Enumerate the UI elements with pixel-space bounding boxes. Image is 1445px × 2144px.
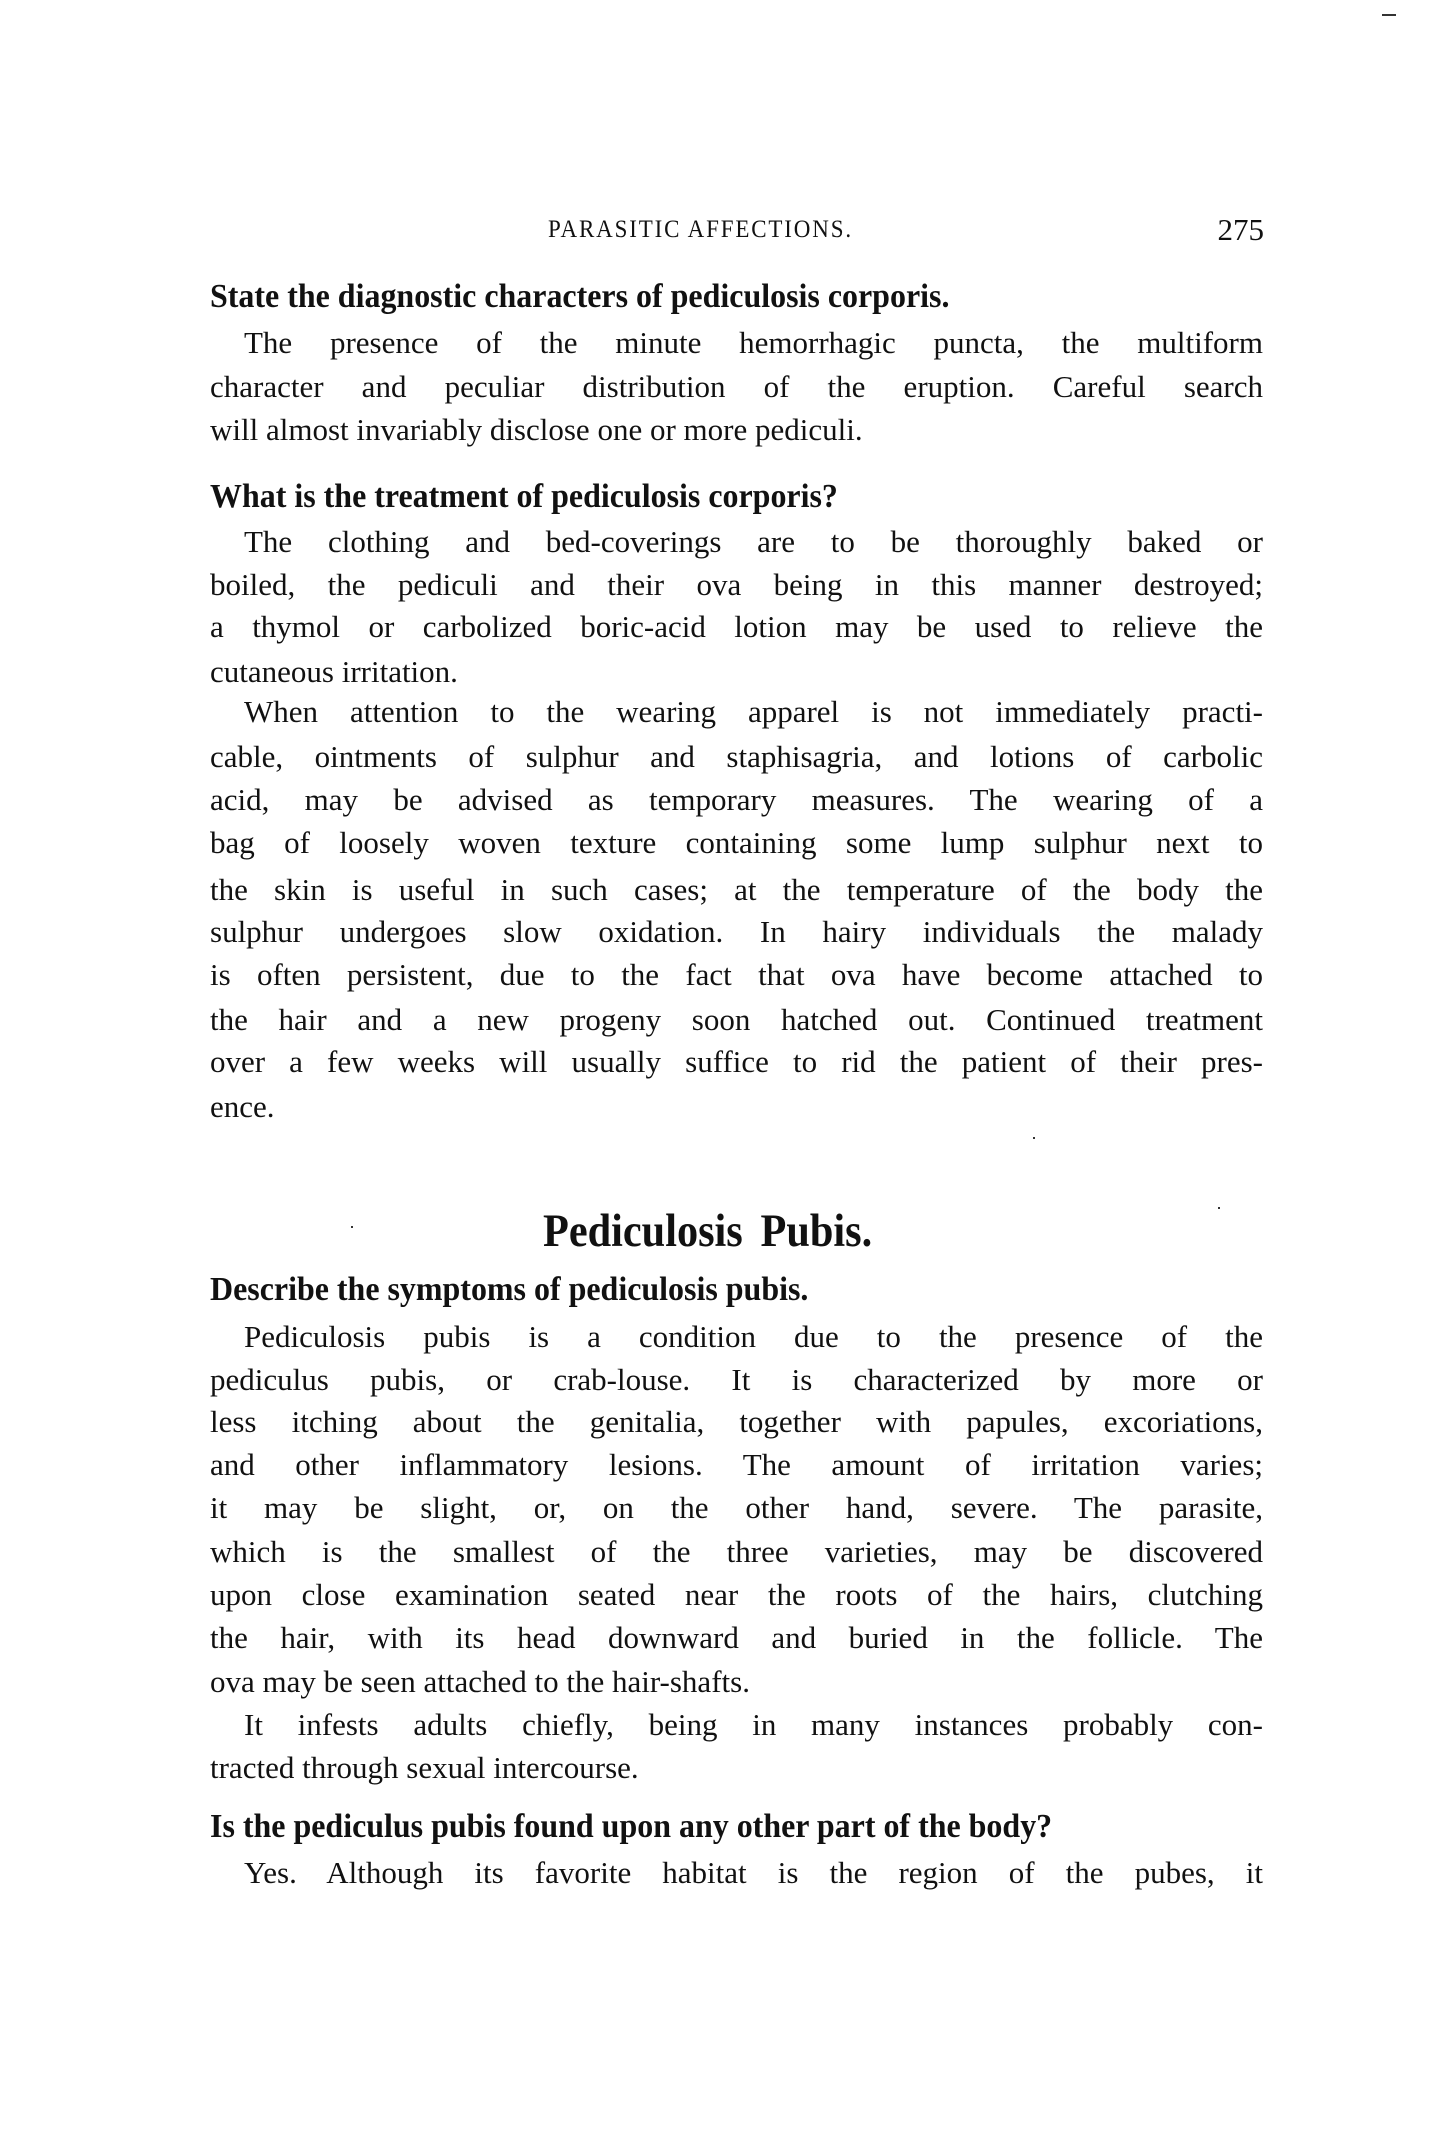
question-heading: Is the pediculus pubis found upon any other part of the body?: [210, 1808, 1053, 1845]
text-line: is often persistent, due to the fact that ova have become attached to: [210, 957, 1263, 992]
running-header: PARASITIC AFFECTIONS.: [548, 216, 853, 243]
text-line: cable, ointments of sulphur and staphisagria, and lotions of carbolic: [210, 739, 1263, 774]
text-line: will almost invariably disclose one or more pediculi.: [210, 412, 863, 447]
scan-speck: [351, 1226, 353, 1228]
text-line: the hair, with its head downward and buried in the follicle. The: [210, 1620, 1263, 1655]
text-line: boiled, the pediculi and their ova being in this manner destroyed;: [210, 567, 1263, 602]
text-line: a thymol or carbolized boric-acid lotion may be used to relieve the: [210, 609, 1263, 644]
text-line: which is the smallest of the three varieties, may be discovered: [210, 1534, 1263, 1569]
text-line: the skin is useful in such cases; at the temperature of the body the: [210, 872, 1263, 907]
question-heading: What is the treatment of pediculosis corporis?: [210, 478, 838, 515]
page-number: 275: [1217, 212, 1264, 247]
text-line: cutaneous irritation.: [210, 654, 458, 689]
text-line: it may be slight, or, on the other hand, severe. The parasite,: [210, 1490, 1263, 1525]
text-line: When attention to the wearing apparel is not immediately practi-: [244, 694, 1263, 729]
text-line: less itching about the genitalia, together with papules, excoriations,: [210, 1404, 1263, 1439]
text-line: Pediculosis pubis is a condition due to the presence of the: [244, 1319, 1263, 1354]
question-heading: Describe the symptoms of pediculosis pubis.: [210, 1271, 809, 1308]
section-title: Pediculosis Pubis.: [543, 1205, 873, 1257]
text-line: ence.: [210, 1089, 275, 1124]
text-line: ova may be seen attached to the hair-shafts.: [210, 1664, 750, 1699]
text-line: The presence of the minute hemorrhagic puncta, the multiform: [244, 325, 1263, 360]
text-line: Yes. Although its favorite habitat is the region of the pubes, it: [244, 1855, 1263, 1890]
scan-speck: [1382, 14, 1396, 16]
text-line: pediculus pubis, or crab-louse. It is characterized by more or: [210, 1362, 1263, 1397]
text-line: and other inflammatory lesions. The amount of irritation varies;: [210, 1447, 1263, 1482]
text-line: character and peculiar distribution of the eruption. Careful search: [210, 369, 1263, 404]
scan-speck: [1033, 1137, 1035, 1139]
text-line: bag of loosely woven texture containing some lump sulphur next to: [210, 825, 1263, 860]
text-line: It infests adults chiefly, being in many instances probably con-: [244, 1707, 1263, 1742]
text-line: the hair and a new progeny soon hatched out. Continued treatment: [210, 1002, 1263, 1037]
question-heading: State the diagnostic characters of pediculosis corporis.: [210, 278, 950, 315]
text-line: sulphur undergoes slow oxidation. In hairy individuals the malady: [210, 914, 1263, 949]
text-line: The clothing and bed-coverings are to be thoroughly baked or: [244, 524, 1263, 559]
text-line: upon close examination seated near the roots of the hairs, clutching: [210, 1577, 1263, 1612]
text-line: tracted through sexual intercourse.: [210, 1750, 639, 1785]
text-line: over a few weeks will usually suffice to rid the patient of their pres-: [210, 1044, 1263, 1079]
scan-speck: [1218, 1207, 1220, 1209]
text-line: acid, may be advised as temporary measures. The wearing of a: [210, 782, 1263, 817]
